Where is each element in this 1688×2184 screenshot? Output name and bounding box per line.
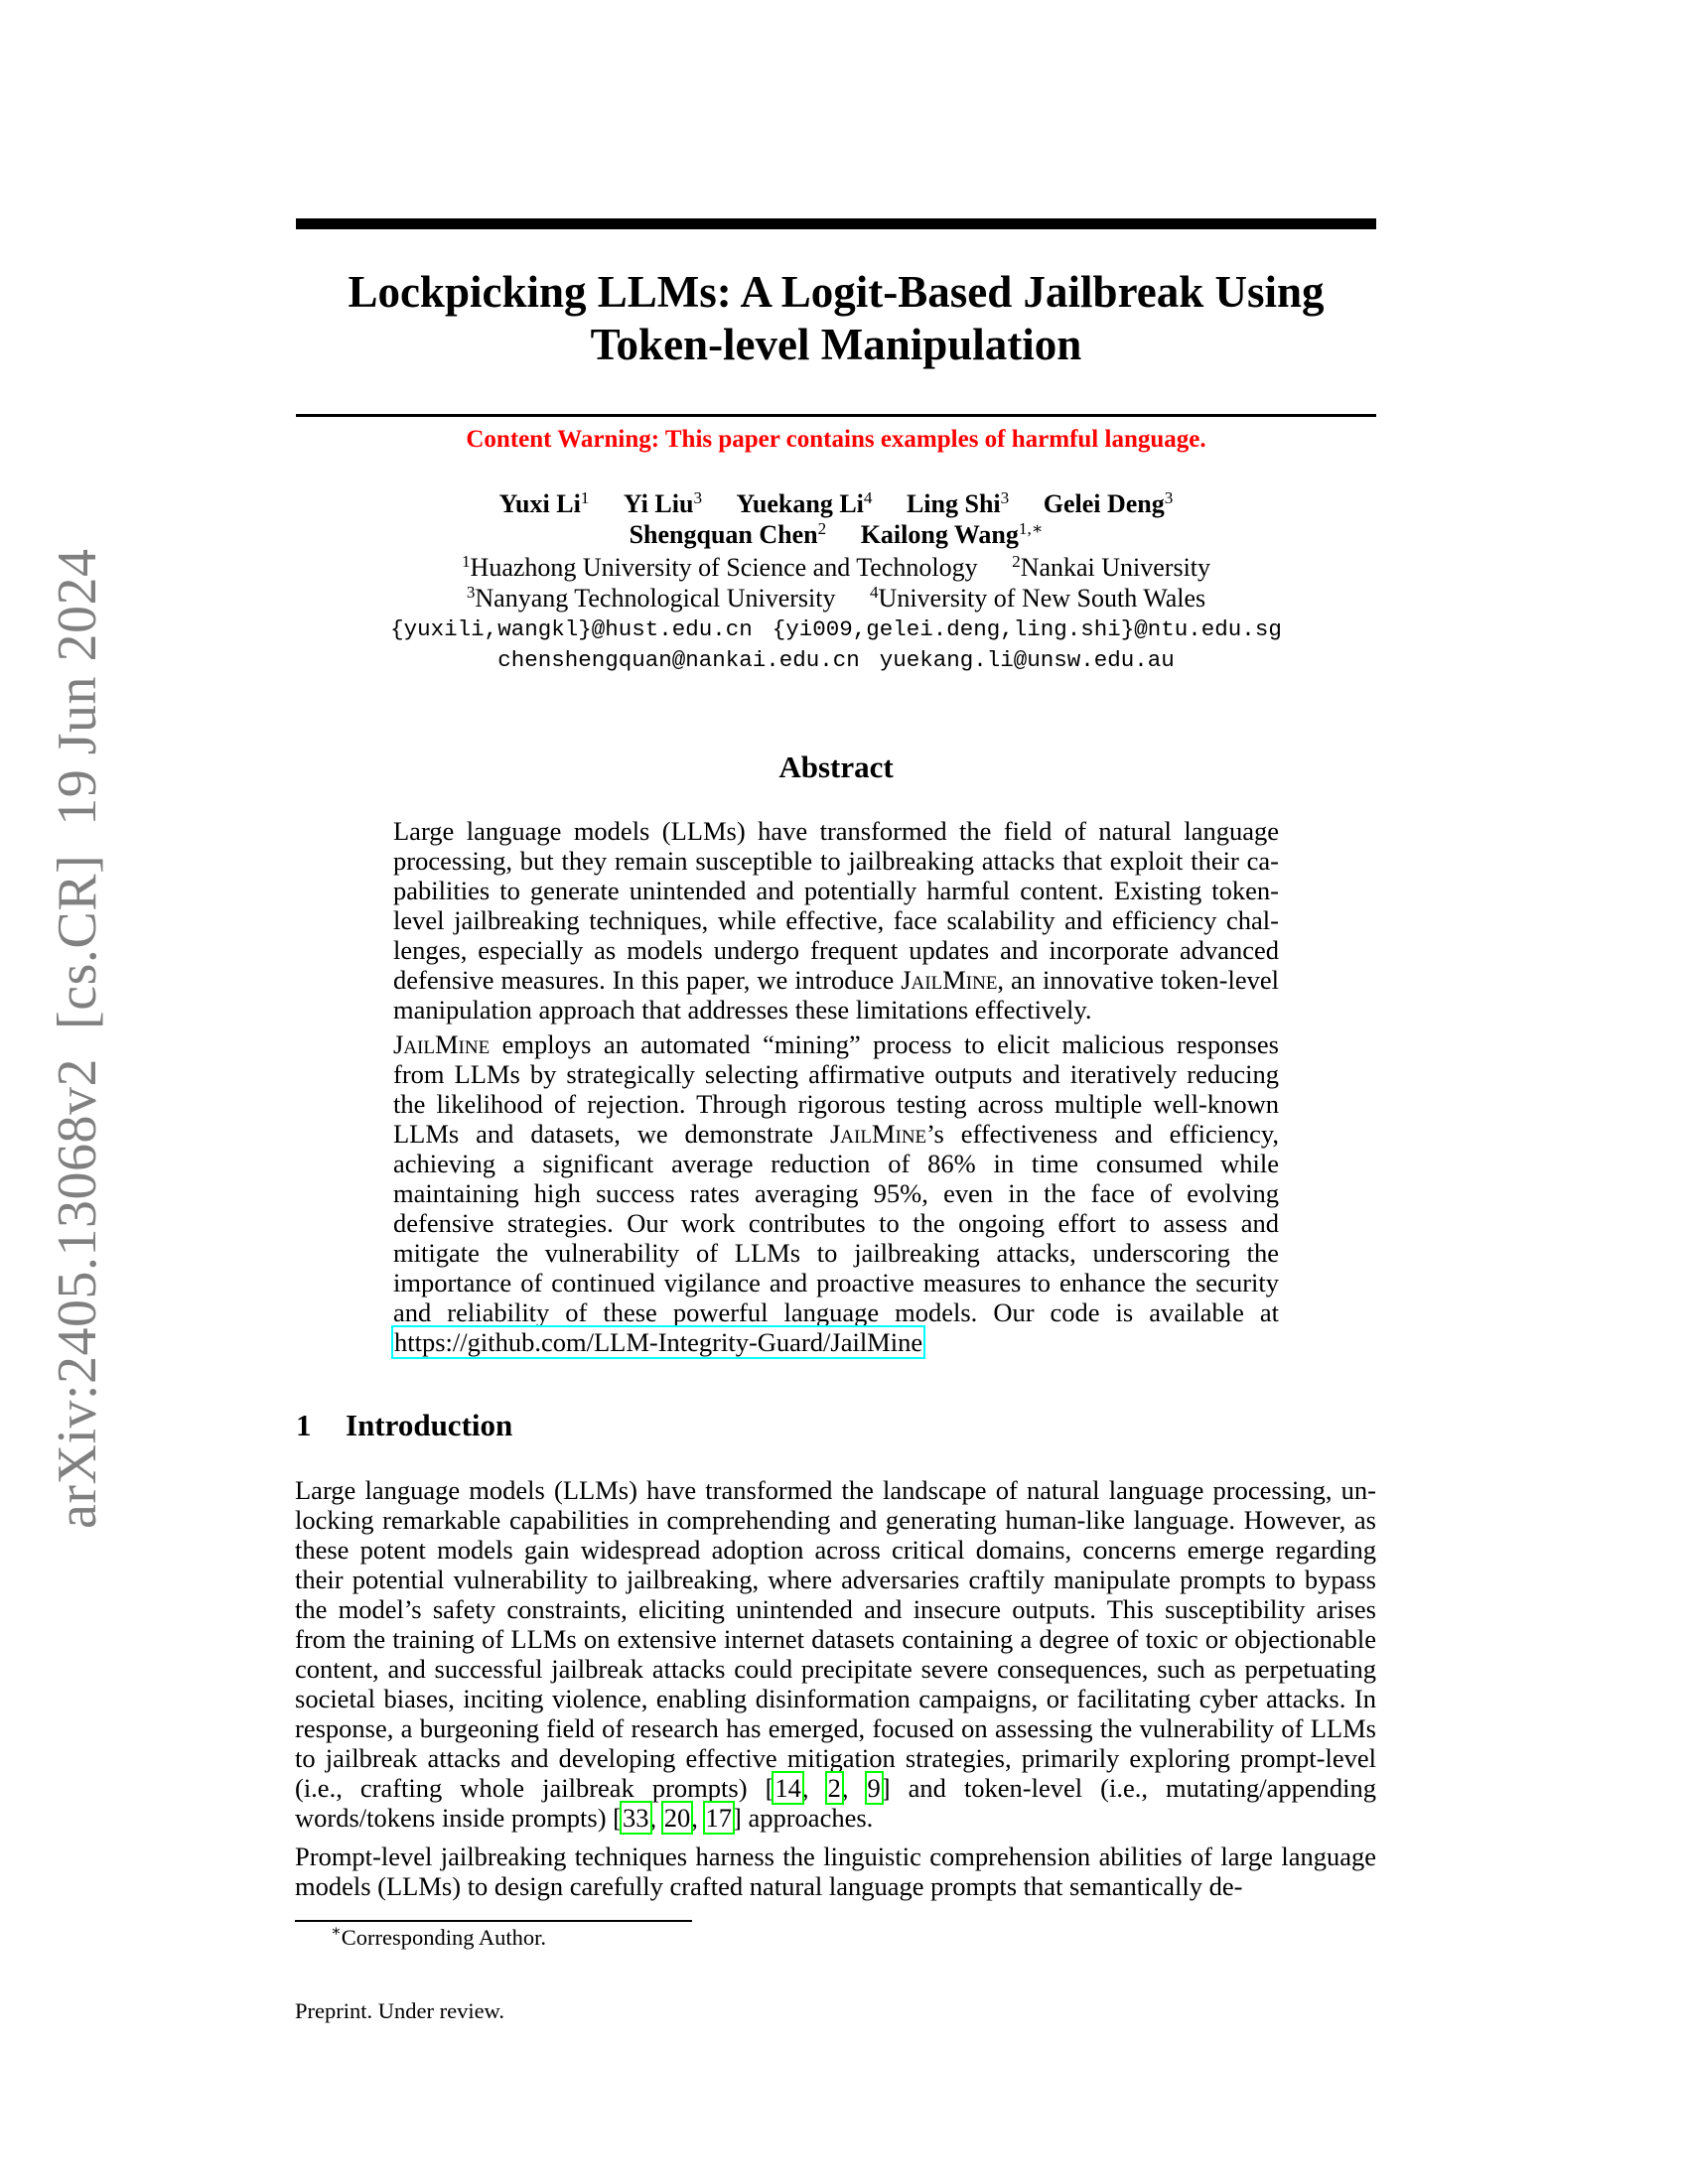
- affiliation: $^1$Huazhong University of Science and Technology: [461, 551, 978, 582]
- title-bottom-rule: [296, 414, 1376, 417]
- citation-link[interactable]: 9: [867, 1773, 881, 1803]
- abstract-body: [393, 816, 1279, 1362]
- abstract-paragraph-2: JailMine employs an automated “mining” process to elicit malicious responses from LLMs by strategically selecting affirmative outputs and iteratively reducing the likelihood of rejection. Through rigorous testing across multiple well-known LLMs and datasets, we demonstrate JailMine’s effectiveness and efficiency, achieving a significant average reduction of 86% in time consumed while maintaining high success rates averaging 95%, even in the face of evolving defensive strategies. Our work contributes to the ongoing effort to assess and mitigate the vulnerability of LLMs to jailbreaking attacks, underscoring the importance of continued vigilance and proactive measures to enhance the security and reliability of these powerful language models. Our code is available at https://github.com/LLM-Integrity-Guard/JailMine: [393, 1029, 1279, 1357]
- author: Ling Shi$^3$: [906, 487, 1010, 518]
- title-line-2: Token-level Manipulation: [590, 320, 1082, 369]
- email: chenshengquan@nankai.edu.cn: [497, 647, 860, 673]
- author: Shengquan Chen$^2$: [629, 518, 827, 549]
- author: Yuekang Li$^4$: [736, 487, 873, 518]
- code-repository-link[interactable]: https://github.com/LLM-Integrity-Guard/JailMine: [394, 1327, 923, 1357]
- footnote-rule: [295, 1920, 692, 1922]
- footnote: ∗Corresponding Author.: [331, 1923, 546, 1950]
- author-row-2: [296, 519, 1376, 550]
- footnote-mark: ∗: [331, 1923, 342, 1941]
- section-number: 1: [296, 1408, 312, 1442]
- email: {yuxili,wangkl}@hust.edu.cn: [390, 616, 753, 642]
- citation-link[interactable]: 33: [623, 1803, 649, 1833]
- section-heading-introduction: [296, 1408, 512, 1443]
- title-line-1: Lockpicking LLMs: A Logit-Based Jailbreak Using: [348, 267, 1325, 317]
- title-top-rule: [296, 218, 1376, 229]
- affiliation-row-2: [296, 583, 1376, 614]
- citation-link[interactable]: 2: [827, 1773, 841, 1803]
- affiliation-row-1: [296, 552, 1376, 583]
- introduction-body: [295, 1475, 1376, 1910]
- author: Kailong Wang$^{1,∗}$: [860, 518, 1044, 549]
- citation-link[interactable]: 14: [774, 1773, 801, 1803]
- content-warning: Content Warning: This paper contains examples of harmful language.: [466, 426, 1206, 453]
- abstract-paragraph-1: Large language models (LLMs) have transformed the field of natural language processing, but they remain susceptible to jailbreaking attacks that exploit their capabilities to generate unintended and potentially harmful content. Existing token-level jailbreaking techniques, while effective, face scalability and efficiency challenges, especially as models undergo frequent updates and incorporate advanced defensive measures. In this paper, we introduce JailMine, an innovative token-level manipulation approach that addresses these limitations effectively.: [393, 816, 1279, 1024]
- affiliation: $^3$Nanyang Technological University: [466, 582, 836, 613]
- author-row-1: [296, 488, 1376, 519]
- author-emails: [296, 614, 1376, 676]
- email-row-2: [296, 645, 1376, 676]
- author: Yi Liu$^3$: [623, 487, 703, 518]
- author: Yuxi Li$^1$: [498, 487, 590, 518]
- intro-paragraph-1: Large language models (LLMs) have transformed the landscape of natural language processing, unlocking remarkable capabilities in comprehending and generating human-like language. However, as these potent models gain widespread adoption across critical domains, concerns emerge regarding their potential vulnerability to jailbreaking, where adversaries craftily manipulate prompts to bypass the model’s safety constraints, eliciting unintended and insecure outputs. This susceptibility arises from the training of LLMs on extensive internet datasets containing a degree of toxic or objectionable content, and successful jailbreak attacks could precipitate severe consequences, such as perpetuating societal biases, inciting violence, enabling disinformation campaigns, or facilitating cyber attacks. In response, a burgeoning field of research has emerged, focused on assessing the vulnerability of LLMs to jailbreak attacks and developing effective mitigation strategies, primarily exploring prompt-level (i.e., crafting whole jailbreak prompts) [14, 2, 9] and token-level (i.e., mutating/appending words/tokens inside prompts) [33, 20, 17] approaches.: [295, 1475, 1377, 1833]
- method-name: JailMine: [393, 1029, 491, 1059]
- section-title: Introduction: [346, 1408, 513, 1442]
- email: yuekang.li@unsw.edu.au: [879, 647, 1175, 673]
- email: {yi009,gelei.deng,ling.shi}@ntu.edu.sg: [772, 616, 1282, 642]
- method-name: JailMine: [829, 1119, 927, 1149]
- affiliation: $^2$Nankai University: [1012, 551, 1211, 582]
- author-list: [296, 488, 1376, 550]
- author: Gelei Deng$^3$: [1043, 487, 1174, 518]
- citation-link[interactable]: 20: [663, 1803, 691, 1833]
- affiliation: $^4$University of New South Wales: [869, 582, 1206, 613]
- citation-link[interactable]: 17: [705, 1803, 733, 1833]
- arxiv-identifier-stamp: arXiv:2405.13068v2 [cs.CR] 19 Jun 2024: [47, 548, 108, 1529]
- method-name: JailMine: [901, 965, 998, 995]
- preprint-notice: Preprint. Under review.: [295, 1998, 504, 2023]
- affiliations: [296, 552, 1376, 614]
- abstract-heading: Abstract: [778, 750, 894, 784]
- paper-title: [296, 266, 1376, 371]
- intro-paragraph-2: Prompt-level jailbreaking techniques harness the linguistic comprehension abilities of large language models (LLMs) to design carefully crafted natural language prompts that semantically de-: [295, 1842, 1376, 1901]
- email-row-1: [296, 614, 1376, 645]
